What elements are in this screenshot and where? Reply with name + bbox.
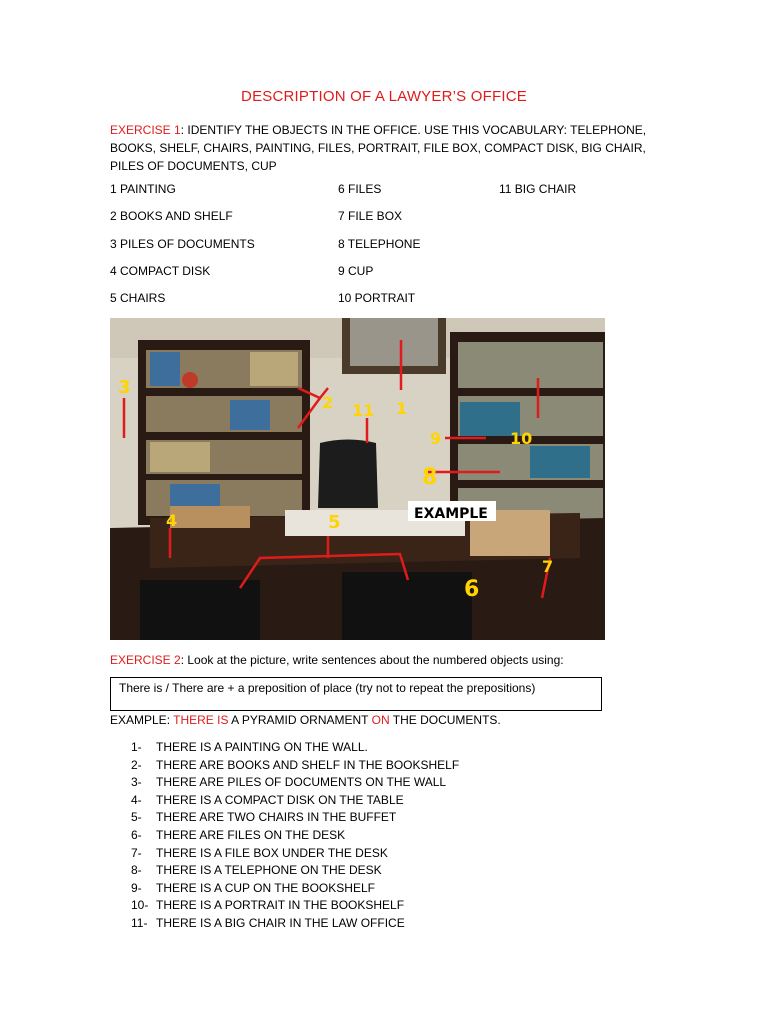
exercise-1-line-1: : IDENTIFY THE OBJECTS IN THE OFFICE. USE THIS VOCABULARY: TELEPHONE,	[180, 123, 647, 137]
list-item	[131, 809, 459, 827]
photo-label-7: 7	[542, 557, 554, 576]
photo-label-6: 6	[464, 577, 480, 602]
answer-text: THERE IS A CUP ON THE BOOKSHELF	[156, 880, 375, 895]
vocab-item: 10 PORTRAIT	[338, 291, 416, 305]
exercise-1-line-3: PILES OF DOCUMENTS, CUP	[110, 159, 277, 173]
answer-text: THERE ARE PILES OF DOCUMENTS ON THE WALL	[156, 775, 447, 790]
example-on: ON	[371, 713, 390, 727]
example-prefix: EXAMPLE:	[110, 713, 174, 727]
answer-number: 4-	[131, 792, 142, 807]
answer-text: THERE ARE FILES ON THE DESK	[156, 827, 346, 842]
answer-number: 10-	[131, 898, 149, 913]
list-item	[131, 774, 459, 792]
list-item	[131, 845, 459, 863]
list-item	[131, 862, 459, 880]
example-sentence	[110, 713, 501, 727]
answer-text: THERE IS A BIG CHAIR IN THE LAW OFFICE	[156, 915, 405, 930]
grammar-hint-box: There is / There are + a preposition of place (try not to repeat the prepositions)	[110, 677, 602, 711]
photo-number-labels	[110, 318, 605, 640]
page-title: DESCRIPTION OF A LAWYER’S OFFICE	[241, 88, 527, 105]
photo-label-9: 9	[430, 429, 442, 448]
vocab-item: 1 PAINTING	[110, 182, 176, 196]
vocab-item: 5 CHAIRS	[110, 291, 166, 305]
answer-text: THERE IS A FILE BOX UNDER THE DESK	[156, 845, 388, 860]
exercise-1-label: EXERCISE 1	[110, 123, 181, 137]
answer-text: THERE IS A COMPACT DISK ON THE TABLE	[156, 792, 404, 807]
vocab-item: 6 FILES	[338, 182, 382, 196]
photo-label-10: 10	[510, 429, 533, 448]
answer-text: THERE ARE BOOKS AND SHELF IN THE BOOKSHELF	[156, 757, 460, 772]
answer-text: THERE ARE TWO CHAIRS IN THE BUFFET	[156, 810, 397, 825]
photo-label-3: 3	[118, 377, 131, 398]
exercise-1-instructions	[110, 121, 650, 175]
answer-number: 1-	[131, 740, 142, 754]
photo-label-5: 5	[328, 512, 341, 533]
exercise-2-label: EXERCISE 2	[110, 653, 181, 667]
answer-list	[131, 739, 459, 933]
photo-label-1: 1	[396, 399, 408, 418]
vocab-item: 8 TELEPHONE	[338, 237, 421, 251]
answer-number: 7-	[131, 845, 142, 860]
list-item	[131, 880, 459, 898]
example-suffix: THE DOCUMENTS.	[389, 713, 501, 727]
answer-number: 3-	[131, 775, 142, 790]
vocab-item: 7 FILE BOX	[338, 209, 403, 223]
answer-text: THERE IS A PAINTING ON THE WALL.	[156, 740, 368, 754]
list-item	[131, 897, 459, 915]
list-item	[131, 827, 459, 845]
exercise-1-line-2: BOOKS, SHELF, CHAIRS, PAINTING, FILES, PORTRAIT, FILE BOX, COMPACT DISK, BIG CHAIR,	[110, 141, 646, 155]
list-item	[131, 915, 459, 933]
photo-label-11: 11	[352, 401, 375, 420]
answer-number: 5-	[131, 810, 142, 825]
exercise-2-text: : Look at the picture, write sentences about the numbered objects using:	[180, 653, 564, 667]
answer-number: 11-	[131, 915, 148, 930]
example-there-is: THERE IS	[173, 713, 229, 727]
photo-label-4: 4	[166, 511, 178, 530]
answer-number: 6-	[131, 827, 142, 842]
answer-number: 9-	[131, 880, 142, 895]
answer-text: THERE IS A TELEPHONE ON THE DESK	[156, 863, 382, 878]
photo-example-label: EXAMPLE	[414, 506, 488, 522]
exercise-2-instructions	[110, 653, 564, 667]
list-item	[131, 792, 459, 810]
list-item	[131, 739, 459, 757]
photo-label-2: 2	[322, 393, 334, 412]
answer-number: 2-	[131, 757, 142, 772]
vocab-item: 3 PILES OF DOCUMENTS	[110, 237, 255, 251]
example-middle: A PYRAMID ORNAMENT	[228, 713, 372, 727]
vocab-item: 11 BIG CHAIR	[499, 182, 577, 196]
vocab-item: 9 CUP	[338, 264, 374, 278]
list-item	[131, 757, 459, 775]
answer-number: 8-	[131, 863, 142, 878]
office-photo	[110, 318, 605, 640]
answer-text: THERE IS A PORTRAIT IN THE BOOKSHELF	[156, 898, 405, 913]
vocab-item: 2 BOOKS AND SHELF	[110, 209, 233, 223]
vocab-item: 4 COMPACT DISK	[110, 264, 211, 278]
photo-label-8: 8	[422, 465, 438, 490]
